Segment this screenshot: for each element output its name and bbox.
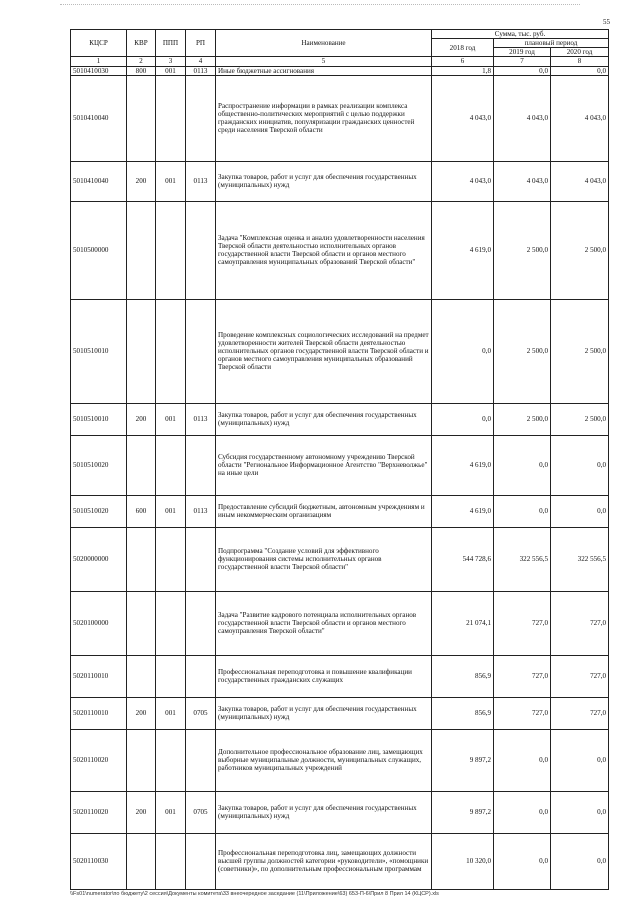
name-cell: Задача "Развитие кадрового потенциала исполнительных органов государственной власти Тверской области и органов местного самоуправления Тверской области": [216, 591, 432, 655]
amount-2020-cell: 0,0: [551, 435, 609, 495]
rp-cell: [186, 729, 216, 791]
amount-2019-cell: 322 556,5: [494, 527, 551, 591]
kcsr-cell: 5010510020: [71, 495, 127, 527]
amount-2019-cell: 0,0: [494, 495, 551, 527]
header-kcsr: КЦСР: [71, 30, 127, 57]
amount-2018-cell: 4 043,0: [432, 161, 494, 201]
amount-2019-cell: 0,0: [494, 833, 551, 889]
amount-2020-cell: 0,0: [551, 791, 609, 833]
scan-artifact-line: [60, 4, 580, 6]
amount-2020-cell: 0,0: [551, 833, 609, 889]
rp-cell: 0113: [186, 403, 216, 435]
ppp-cell: [156, 527, 186, 591]
name-cell: Профессиональная переподготовка лиц, замещающих должности высшей группы должностей категории «руководители», «помощники (советники)», по дополнительным профессиональным программам: [216, 833, 432, 889]
name-cell: Субсидия государственному автономному учреждению Тверской области "Региональное Информационное Агентство "Верхневолжье" на иные цели: [216, 435, 432, 495]
name-cell: Иные бюджетные ассигнования: [216, 66, 432, 75]
kcsr-cell: 5010410030: [71, 66, 127, 75]
header-sum-title: Сумма, тыс. руб.: [432, 30, 609, 39]
kvr-cell: [127, 435, 156, 495]
amount-2020-cell: 2 500,0: [551, 403, 609, 435]
kcsr-cell: 5010510020: [71, 435, 127, 495]
amount-2020-cell: 727,0: [551, 591, 609, 655]
amount-2019-cell: 727,0: [494, 697, 551, 729]
amount-2018-cell: 21 074,1: [432, 591, 494, 655]
amount-2018-cell: 856,9: [432, 655, 494, 697]
rp-cell: [186, 201, 216, 299]
rp-cell: [186, 435, 216, 495]
rp-cell: [186, 833, 216, 889]
amount-2018-cell: 4 619,0: [432, 201, 494, 299]
rp-cell: [186, 75, 216, 161]
ppp-cell: 001: [156, 161, 186, 201]
amount-2020-cell: 2 500,0: [551, 201, 609, 299]
rp-cell: 0113: [186, 495, 216, 527]
ppp-cell: [156, 591, 186, 655]
name-cell: Распространение информации в рамках реализации комплекса общественно-политических мероприятий с целью поддержки гражданских инициатив, популяризации гражданских ценностей среди населения Тверской области: [216, 75, 432, 161]
amount-2020-cell: 4 043,0: [551, 161, 609, 201]
amount-2018-cell: 4 043,0: [432, 75, 494, 161]
name-cell: Закупка товаров, работ и услуг для обеспечения государственных (муниципальных) нужд: [216, 791, 432, 833]
amount-2019-cell: 2 500,0: [494, 299, 551, 403]
rp-cell: [186, 299, 216, 403]
kvr-cell: [127, 591, 156, 655]
name-cell: Задача "Комплексная оценка и анализ удовлетворенности населения Тверской области деятельностью исполнительных органов государственной власти Тверской области и органов местного самоуправления муниципальных образований Тверской области": [216, 201, 432, 299]
amount-2019-cell: 4 043,0: [494, 161, 551, 201]
kcsr-cell: 5010410040: [71, 161, 127, 201]
ppp-cell: 001: [156, 697, 186, 729]
table-row: [71, 527, 609, 591]
rp-cell: 0113: [186, 161, 216, 201]
name-cell: Закупка товаров, работ и услуг для обеспечения государственных (муниципальных) нужд: [216, 403, 432, 435]
column-number: 5: [216, 57, 432, 66]
amount-2018-cell: 4 619,0: [432, 495, 494, 527]
amount-2018-cell: 0,0: [432, 403, 494, 435]
amount-2020-cell: 2 500,0: [551, 299, 609, 403]
amount-2018-cell: 4 619,0: [432, 435, 494, 495]
column-number: 3: [156, 57, 186, 66]
amount-2018-cell: 10 320,0: [432, 833, 494, 889]
rp-cell: [186, 527, 216, 591]
amount-2020-cell: 4 043,0: [551, 75, 609, 161]
kvr-cell: 800: [127, 66, 156, 75]
name-cell: Дополнительное профессиональное образование лиц, замещающих выборные муниципальные должности, муниципальных служащих, работников муниципальных учреждений: [216, 729, 432, 791]
amount-2020-cell: 727,0: [551, 655, 609, 697]
amount-2020-cell: 727,0: [551, 697, 609, 729]
rp-cell: 0113: [186, 66, 216, 75]
column-number-row: [71, 57, 609, 66]
ppp-cell: [156, 435, 186, 495]
table-row: [71, 435, 609, 495]
kvr-cell: [127, 527, 156, 591]
name-cell: Профессиональная переподготовка и повышение квалификации государственных гражданских служащих: [216, 655, 432, 697]
rp-cell: 0705: [186, 697, 216, 729]
header-planned-period: плановый период: [494, 39, 609, 48]
kvr-cell: [127, 201, 156, 299]
budget-table: [70, 29, 609, 890]
table-row: [71, 403, 609, 435]
name-cell: Проведение комплексных социологических исследований на предмет удовлетворенности жителей Тверской области деятельностью исполнительных органов государственной власти Тверской области и органов местного самоуправления муниципальных образований Тверской области: [216, 299, 432, 403]
amount-2018-cell: 9 897,2: [432, 791, 494, 833]
table-row: [71, 833, 609, 889]
kcsr-cell: 5010410040: [71, 75, 127, 161]
amount-2019-cell: 0,0: [494, 791, 551, 833]
kcsr-cell: 5020110020: [71, 729, 127, 791]
amount-2019-cell: 0,0: [494, 729, 551, 791]
kvr-cell: [127, 655, 156, 697]
ppp-cell: [156, 729, 186, 791]
kcsr-cell: 5020100000: [71, 591, 127, 655]
header-year-2019: 2019 год: [494, 48, 551, 57]
ppp-cell: [156, 833, 186, 889]
kvr-cell: 200: [127, 403, 156, 435]
header-kvr: КВР: [127, 30, 156, 57]
table-row: [71, 791, 609, 833]
table-row: [71, 66, 609, 75]
table-row: [71, 591, 609, 655]
table-row: [71, 201, 609, 299]
amount-2019-cell: 2 500,0: [494, 201, 551, 299]
footer-file-path: \\Fs01\numerator\по бюджету\2 сессия\Документы комитета\33 внеочередное заседание (11\Приложение\63) 653-П-6\Прил 8 Прил 14 (КЦСР).xls: [70, 891, 439, 897]
rp-cell: [186, 655, 216, 697]
amount-2018-cell: 856,9: [432, 697, 494, 729]
header-rp: РП: [186, 30, 216, 57]
kvr-cell: 600: [127, 495, 156, 527]
amount-2018-cell: 9 897,2: [432, 729, 494, 791]
kcsr-cell: 5020000000: [71, 527, 127, 591]
amount-2020-cell: 322 556,5: [551, 527, 609, 591]
column-number: 8: [551, 57, 609, 66]
table-row: [71, 697, 609, 729]
header-name: Наименование: [216, 30, 432, 57]
amount-2019-cell: 727,0: [494, 591, 551, 655]
column-number: 2: [127, 57, 156, 66]
header-year-2018: 2018 год: [432, 39, 494, 57]
amount-2018-cell: 0,0: [432, 299, 494, 403]
rp-cell: [186, 591, 216, 655]
amount-2019-cell: 2 500,0: [494, 403, 551, 435]
amount-2019-cell: 0,0: [494, 435, 551, 495]
kcsr-cell: 5010510010: [71, 299, 127, 403]
header-ppp: ППП: [156, 30, 186, 57]
rp-cell: 0705: [186, 791, 216, 833]
kvr-cell: 200: [127, 697, 156, 729]
column-number: 7: [494, 57, 551, 66]
name-cell: Закупка товаров, работ и услуг для обеспечения государственных (муниципальных) нужд: [216, 697, 432, 729]
name-cell: Закупка товаров, работ и услуг для обеспечения государственных (муниципальных) нужд: [216, 161, 432, 201]
table-row: [71, 299, 609, 403]
ppp-cell: [156, 201, 186, 299]
kcsr-cell: 5010510010: [71, 403, 127, 435]
amount-2020-cell: 0,0: [551, 495, 609, 527]
ppp-cell: [156, 655, 186, 697]
ppp-cell: [156, 75, 186, 161]
column-number: 1: [71, 57, 127, 66]
amount-2018-cell: 1,8: [432, 66, 494, 75]
table-row: [71, 161, 609, 201]
amount-2020-cell: 0,0: [551, 66, 609, 75]
page-number: 55: [603, 18, 610, 26]
kcsr-cell: 5020110010: [71, 697, 127, 729]
kvr-cell: 200: [127, 791, 156, 833]
name-cell: Предоставление субсидий бюджетным, автономным учреждениям и иным некоммерческим организациям: [216, 495, 432, 527]
ppp-cell: 001: [156, 403, 186, 435]
kvr-cell: [127, 75, 156, 161]
amount-2019-cell: 0,0: [494, 66, 551, 75]
kcsr-cell: 5020110010: [71, 655, 127, 697]
kcsr-cell: 5010500000: [71, 201, 127, 299]
amount-2020-cell: 0,0: [551, 729, 609, 791]
kcsr-cell: 5020110020: [71, 791, 127, 833]
column-number: 6: [432, 57, 494, 66]
table-row: [71, 655, 609, 697]
ppp-cell: 001: [156, 791, 186, 833]
kcsr-cell: 5020110030: [71, 833, 127, 889]
table-row: [71, 495, 609, 527]
header-year-2020: 2020 год: [551, 48, 609, 57]
amount-2019-cell: 4 043,0: [494, 75, 551, 161]
kvr-cell: 200: [127, 161, 156, 201]
ppp-cell: 001: [156, 495, 186, 527]
kvr-cell: [127, 729, 156, 791]
table-row: [71, 729, 609, 791]
amount-2019-cell: 727,0: [494, 655, 551, 697]
amount-2018-cell: 544 728,6: [432, 527, 494, 591]
ppp-cell: [156, 299, 186, 403]
kvr-cell: [127, 299, 156, 403]
kvr-cell: [127, 833, 156, 889]
column-number: 4: [186, 57, 216, 66]
table-row: [71, 75, 609, 161]
name-cell: Подпрограмма "Создание условий для эффективного функционирования системы исполнительных органов государственной власти Тверской области": [216, 527, 432, 591]
ppp-cell: 001: [156, 66, 186, 75]
